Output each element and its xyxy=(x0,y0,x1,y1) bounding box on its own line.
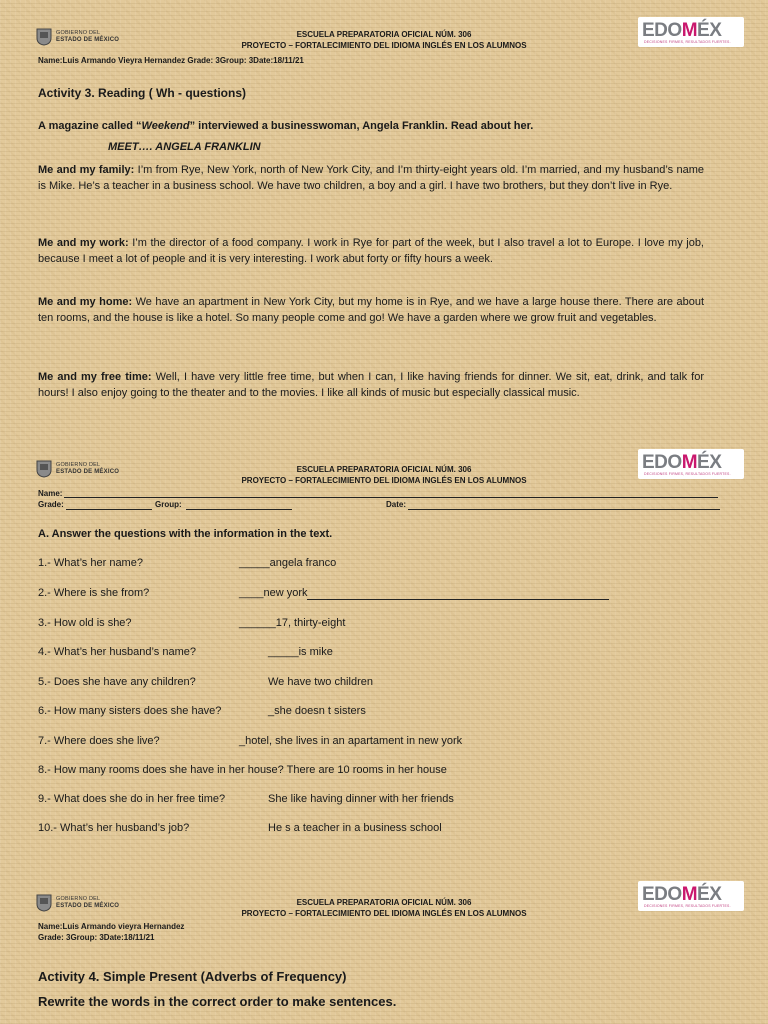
date-blank xyxy=(408,509,720,510)
question-3: 3.- How old is she? xyxy=(38,617,132,629)
answer-2: ____new york xyxy=(239,587,308,599)
question-8: 8.- How many rooms does she have in her house? There are 10 rooms in her house xyxy=(38,764,447,776)
answer-8: There are 10 rooms in her house xyxy=(286,764,447,776)
answer-2-blank xyxy=(307,599,609,600)
student-info: Name:Luis Armando Vieyra Hernandez Grade: 3Group: 3Date:18/11/21 xyxy=(38,56,304,65)
question-10: 10.- What’s her husband’s job? xyxy=(38,822,190,834)
meet-heading: MEET…. ANGELA FRANKLIN xyxy=(108,141,261,153)
free-time-paragraph: Me and my free time: Well, I have very little free time, but when I can, I like having friends for dinner. We sit, eat, drink, and talk for hours! I also enjoy going to the theater and to the movies. I like all kinds of music but especially classical music. xyxy=(38,371,704,399)
student-name-line: Name:Luis Armando vieyra Hernandez xyxy=(38,922,185,931)
grade-label: Grade: xyxy=(38,500,64,509)
answer-6: _she doesn t sisters xyxy=(268,705,366,717)
school-name: ESCUELA PREPARATORIA OFICIAL NÚM. 306 xyxy=(296,30,472,39)
edomex-logo: EDOMÉX DECISIONES FIRMES, RESULTADOS FUERTES. xyxy=(638,449,744,479)
answer-10: He s a teacher in a business school xyxy=(268,822,442,834)
project-name: PROYECTO – FORTALECIMIENTO DEL IDIOMA INGLÉS EN LOS ALUMNOS xyxy=(241,41,527,50)
gov-line-2: ESTADO DE MÉXICO xyxy=(56,37,120,43)
question-2: 2.- Where is she from? xyxy=(38,587,150,599)
answer-instruction: A. Answer the questions with the information in the text. xyxy=(38,528,333,540)
question-5: 5.- Does she have any children? xyxy=(38,676,196,688)
group-blank xyxy=(186,509,292,510)
name-label: Name: xyxy=(38,489,63,498)
answer-3: ______17, thirty-eight xyxy=(239,617,346,629)
answer-9: She like having dinner with her friends xyxy=(268,793,454,805)
answer-1: _____angela franco xyxy=(239,557,337,569)
question-4: 4.- What’s her husband’s name? xyxy=(38,646,196,658)
intro-line: A magazine called “Weekend” interviewed a businesswoman, Angela Franklin. Read about her. xyxy=(38,120,534,132)
grade-blank xyxy=(66,509,152,510)
answer-7: _hotel, she lives in an apartament in new york xyxy=(239,735,463,747)
government-seal: GOBIERNO DEL ESTADO DE MÉXICO xyxy=(36,458,124,482)
activity-4-instruction: Rewrite the words in the correct order to make sentences. xyxy=(38,994,397,1009)
group-label: Group: xyxy=(155,500,182,509)
activity-4-title: Activity 4. Simple Present (Adverbs of Frequency) xyxy=(38,969,347,984)
family-paragraph: Me and my family: I’m from Rye, New York, north of New York City, and I’m thirty-eight years old. I’m married, and my husband’s name is Mike. He’s a teacher in a business school. We have two children, a boy and a girl. I have two brothers, but they don’t live in Rye. xyxy=(38,164,704,192)
question-1: 1.- What’s her name? xyxy=(38,557,143,569)
answer-5: We have two children xyxy=(268,676,373,688)
edomex-logo: EDOMÉX DECISIONES FIRMES, RESULTADOS FUERTES. xyxy=(638,17,744,47)
name-blank xyxy=(64,497,718,498)
page3-school-header: ESCUELA PREPARATORIA OFICIAL NÚM. 306 PROYECTO – FORTALECIMIENTO DEL IDIOMA INGLÉS EN LOS ALUMNOS xyxy=(241,898,527,918)
question-6: 6.- How many sisters does she have? xyxy=(38,705,222,717)
work-paragraph: Me and my work: I’m the director of a food company. I work in Rye for part of the week, but I also travel a lot to Europe. I love my job, because I meet a lot of people and it is very interesting. I work abut forty or fifty hours a week. xyxy=(38,237,704,265)
activity-3-title: Activity 3. Reading ( Wh - questions) xyxy=(38,86,247,100)
student-grade-line: Grade: 3Group: 3Date:18/11/21 xyxy=(38,933,155,942)
answer-4: _____is mike xyxy=(268,646,333,658)
gov-line-1: GOBIERNO DEL xyxy=(56,30,101,36)
page2-school-header: ESCUELA PREPARATORIA OFICIAL NÚM. 306 PROYECTO – FORTALECIMIENTO DEL IDIOMA INGLÉS EN LOS ALUMNOS xyxy=(241,465,527,485)
government-seal: GOBIERNO DEL ESTADO DE MÉXICO xyxy=(36,892,124,916)
home-paragraph: Me and my home: We have an apartment in New York City, but my home is in Rye, and we have a large house there. There are about ten rooms, and the house is like a hotel. So many people come and go! We have a garden where we grow fruit and vegetables. xyxy=(38,296,704,324)
edomex-logo: EDOMÉX DECISIONES FIRMES, RESULTADOS FUERTES. xyxy=(638,881,744,911)
question-7: 7.- Where does she live? xyxy=(38,735,160,747)
question-9: 9.- What does she do in her free time? xyxy=(38,793,226,805)
date-label: Date: xyxy=(386,500,407,509)
